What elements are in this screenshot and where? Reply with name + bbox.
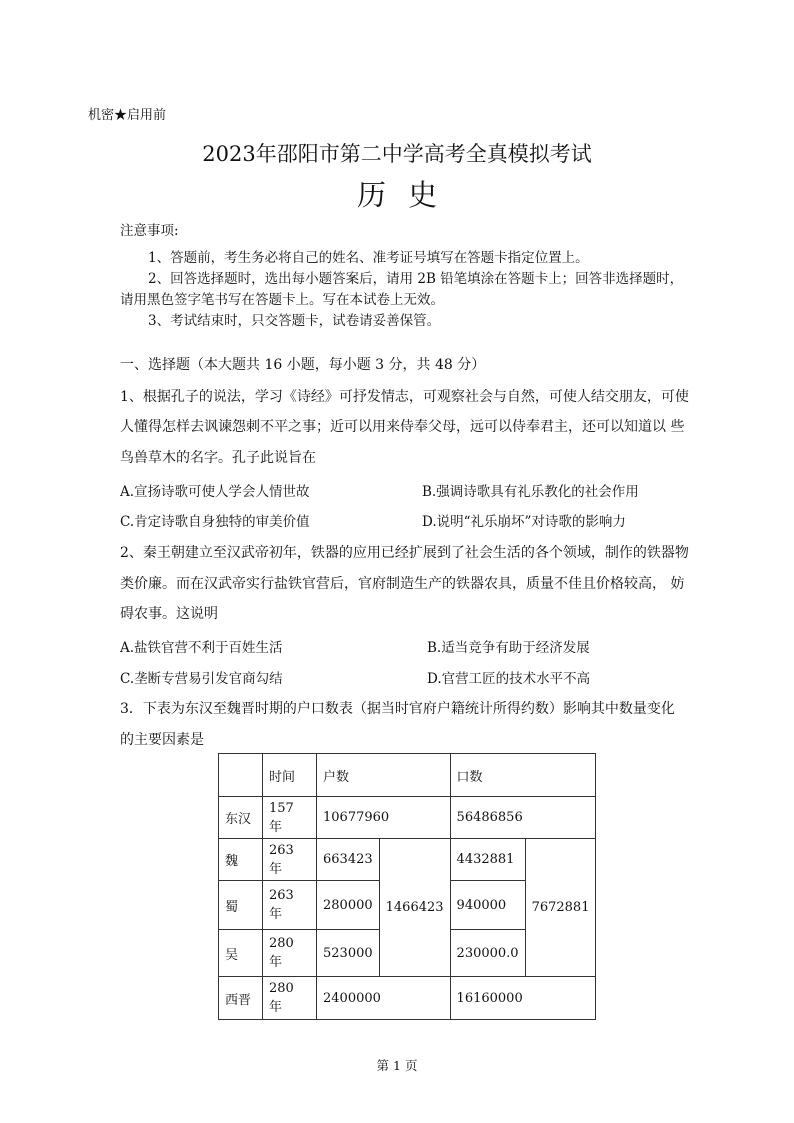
table-cell: 280 年 [263, 977, 317, 1020]
option-d: D.说明“礼乐崩坏”对诗歌的影响力 [422, 514, 626, 530]
table-cell: 263 年 [263, 839, 317, 881]
question-line: 的主要因素是 [120, 732, 204, 748]
table-cell: 4432881 [450, 839, 525, 881]
population-total-cell: 7672881 [525, 839, 596, 977]
option-b: B.强调诗歌具有礼乐教化的社会作用 [422, 484, 639, 500]
table-cell: 西晋 [219, 977, 263, 1020]
table-cell: 280000 [317, 881, 380, 930]
table-header-cell [219, 754, 263, 797]
option-c: C.肯定诗歌自身独特的审美价值 [120, 514, 310, 530]
table-cell: 280 年 [263, 930, 317, 977]
table-row [219, 839, 596, 881]
option-b: B.适当竞争有助于经济发展 [427, 640, 590, 656]
table-cell: 230000.0 [450, 930, 525, 977]
option-a: A.宣扬诗歌可使人学会人情世故 [120, 484, 310, 500]
table-header-cell: 户数 [317, 754, 451, 797]
note-item: 请用黑色签字笔书写在答题卡上。写在本试卷上无效。 [120, 292, 444, 308]
table-cell: 东汉 [219, 797, 263, 839]
table-header-cell: 时间 [263, 754, 317, 797]
table-header-row [219, 754, 596, 797]
confidential-label: 机密★启用前 [88, 108, 167, 123]
table-cell: 663423 [317, 839, 380, 881]
table-cell: 263 年 [263, 881, 317, 930]
question-line: 鸟兽草木的名字。孔子此说旨在 [120, 450, 316, 466]
question-line: 2、秦王朝建立至汉武帝初年，铁器的应用已经扩展到了社会生活的各个领域，制作的铁器物 [120, 545, 689, 561]
table-cell: 56486856 [450, 797, 596, 839]
exam-title: 2023年邵阳市第二中学高考全真模拟考试 [202, 142, 592, 166]
page-number: 第 1 页 [376, 1058, 418, 1073]
option-d: D.官营工匠的技术水平不高 [427, 671, 591, 687]
table-cell: 523000 [317, 930, 380, 977]
table-cell: 157 年 [263, 797, 317, 839]
table-cell: 魏 [219, 839, 263, 881]
subject-title: 历史 [356, 178, 459, 212]
question-line: 类价廉。而在汉武帝实行盐铁官营后，官府制造生产的铁器农具，质量不佳且价格较高， 妨 [120, 576, 685, 592]
households-total-cell: 1466423 [379, 839, 450, 977]
table-row [219, 977, 596, 1020]
note-item: 2、回答选择题时，选出每小题答案后，请用 2B 铅笔填涂在答题卡上；回答非选择题时， [148, 271, 684, 287]
notes-heading: 注意事项: [120, 223, 179, 239]
question-line: 3．下表为东汉至魏晋时期的户口数表（据当时官府户籍统计所得约数）影响其中数量变化 [120, 701, 675, 717]
table-cell: 16160000 [450, 977, 596, 1020]
question-line: 碍农事。这说明 [120, 606, 218, 622]
table-cell: 吴 [219, 930, 263, 977]
table-cell: 10677960 [317, 797, 451, 839]
option-a: A.盐铁官营不利于百姓生活 [120, 640, 283, 656]
note-item: 1、答题前，考生务必将自己的姓名、准考证号填写在答题卡指定位置上。 [148, 250, 589, 266]
question-line: 1、根据孔子的说法，学习《诗经》可抒发情志，可观察社会与自然，可使人结交朋友，可使 [120, 389, 689, 405]
question-line: 人懂得怎样去讽谏怨刺不平之事；近可以用来侍奉父母，远可以侍奉君主，还可以知道以 些 [120, 419, 685, 435]
option-c: C.垄断专营易引发官商勾结 [120, 671, 283, 687]
table-header-cell: 口数 [450, 754, 596, 797]
table-cell: 2400000 [317, 977, 451, 1020]
table-cell: 940000 [450, 881, 525, 930]
note-item: 3、考试结束时，只交答题卡，试卷请妥善保管。 [148, 313, 441, 329]
population-table [218, 753, 596, 1020]
table-cell: 蜀 [219, 881, 263, 930]
table-row [219, 797, 596, 839]
section-heading: 一、选择题（本大题共 16 小题，每小题 3 分，共 48 分） [120, 357, 486, 373]
